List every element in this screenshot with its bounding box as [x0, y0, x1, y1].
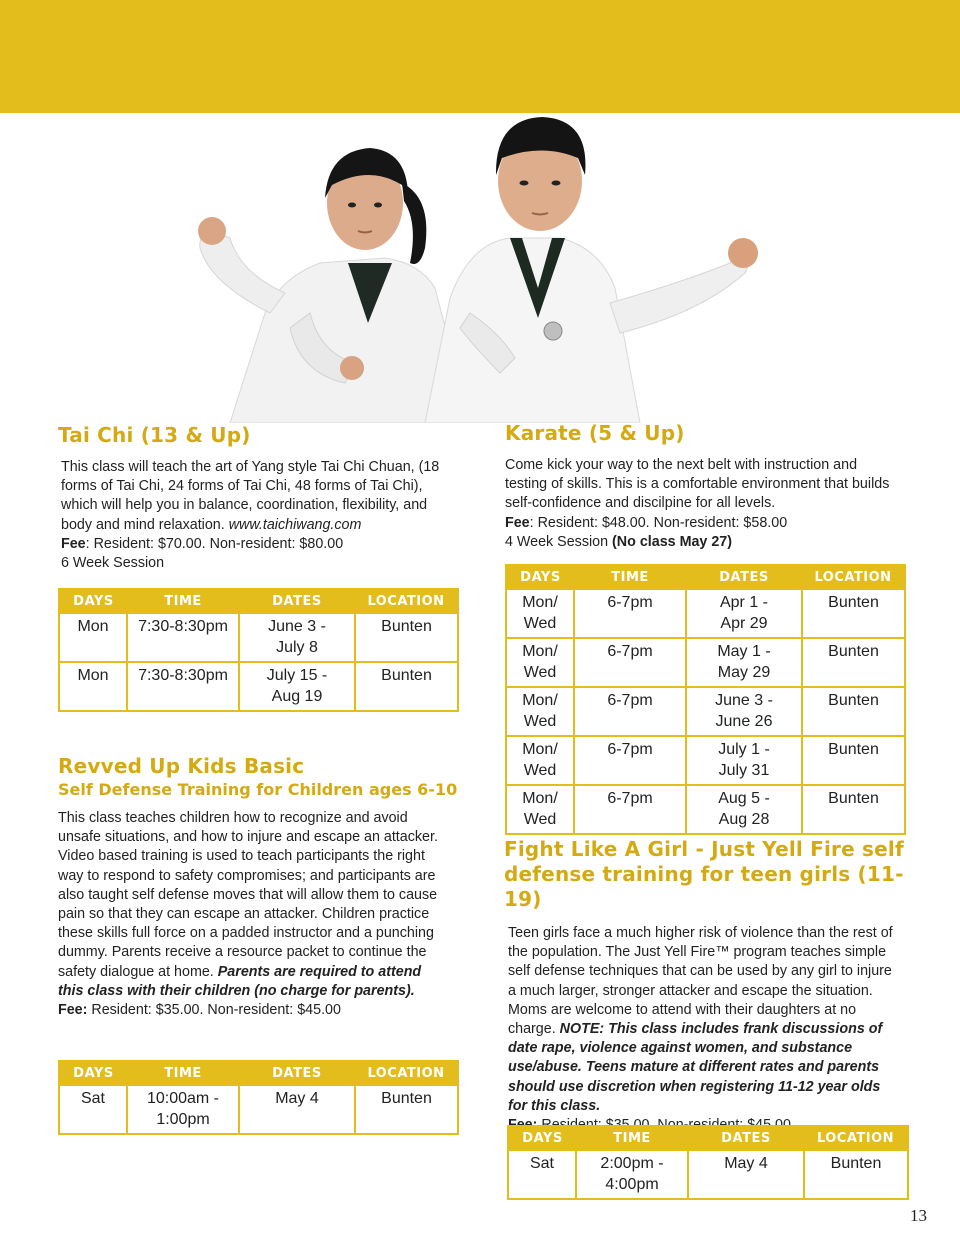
karate-desc: Come kick your way to the next belt with instruction and testing of skills. This is a comfortable environment that builds self-confidence and discilpine for all levels. [505, 457, 890, 512]
cell-location: Bunten [802, 785, 905, 834]
revved-desc: This class teaches children how to recognize and avoid unsafe situations, and how to injure and escape an attacker. Video based training is used to teach participants the right way to respond to safety compromises; and participants are also taught self defense moves that will allow them to cause pain so that they can escape an attacker. Children practice these skills full force on a padded instructor and a punching dummy. Parents receive a resource packet to continue the safety dialogue at home. [58, 810, 438, 980]
karate-fee-label: Fee [505, 514, 530, 531]
fight-schedule-table [507, 1125, 909, 1200]
fight-title-line2: defense training for teen girls (11-19) [504, 862, 904, 911]
tai-chi-desc: This class will teach the art of Yang style Tai Chi Chuan, (18 forms of Tai Chi, 24 forms of Tai Chi, 48 forms of Tai Chi), which will help you in balance, coordination, flexibility, and body and mind relaxation. [61, 459, 440, 533]
table-row [59, 1085, 458, 1134]
header-time: TIME [127, 1061, 239, 1085]
page-number: 13 [910, 1206, 927, 1225]
karate-session: 4 Week Session [505, 533, 613, 550]
header-location: LOCATION [802, 565, 905, 589]
revved-fee-label: Fee: [58, 1002, 88, 1019]
cell-dates: June 3 - June 26 [686, 687, 802, 736]
header-dates: DATES [686, 565, 802, 589]
cell-days: Mon/ Wed [506, 687, 574, 736]
table-header-row [506, 565, 905, 589]
cell-days: Sat [508, 1150, 576, 1199]
cell-dates: June 3 - July 8 [239, 613, 355, 662]
cell-location: Bunten [355, 1085, 458, 1134]
cell-dates: May 1 - May 29 [686, 638, 802, 687]
tai-chi-link[interactable]: www.taichiwang.com [228, 516, 362, 533]
karate-description [505, 456, 897, 552]
cell-days: Sat [59, 1085, 127, 1134]
header-days: DAYS [508, 1126, 576, 1150]
cell-days: Mon/ Wed [506, 736, 574, 785]
tai-chi-fee-label: Fee [61, 535, 86, 552]
header-location: LOCATION [355, 589, 458, 613]
tai-chi-schedule-table [58, 588, 459, 712]
table-row [59, 613, 458, 662]
cell-location: Bunten [802, 687, 905, 736]
table-row [506, 736, 905, 785]
cell-days: Mon/ Wed [506, 589, 574, 638]
tai-chi-section [58, 423, 458, 573]
header-days: DAYS [59, 589, 127, 613]
header-days: DAYS [59, 1061, 127, 1085]
header-location: LOCATION [355, 1061, 458, 1085]
fight-desc: Teen girls face a much higher risk of violence than the rest of the population. The Just Yell Fire™ program teaches simple self defense techniques that can be used by any girl to injure a much larger, stronger attacker and escape the situation. Moms are welcome to attend with their daughters at no charge. [508, 925, 893, 1038]
cell-time: 6-7pm [574, 785, 686, 834]
cell-location: Bunten [802, 589, 905, 638]
fight-emphasis: NOTE: This class includes frank discussions of date rape, violence against women, and substance use/abuse. Teens mature at different rates and parents should use discretion when registering 11-12 year olds for this class. [508, 1021, 883, 1114]
cell-days: Mon [59, 662, 127, 711]
header-band [0, 0, 960, 113]
revved-up-kids-section [58, 754, 458, 1020]
cell-dates: July 1 - July 31 [686, 736, 802, 785]
revved-schedule-table [58, 1060, 459, 1135]
cell-time: 7:30-8:30pm [127, 662, 239, 711]
cell-dates: May 4 [239, 1085, 355, 1134]
table-row [506, 687, 905, 736]
cell-location: Bunten [804, 1150, 908, 1199]
cell-dates: Aug 5 - Aug 28 [686, 785, 802, 834]
header-days: DAYS [506, 565, 574, 589]
tai-chi-description [58, 458, 451, 573]
header-time: TIME [127, 589, 239, 613]
cell-time: 6-7pm [574, 687, 686, 736]
header-time: TIME [574, 565, 686, 589]
header-dates: DATES [688, 1126, 804, 1150]
boy-figure [425, 117, 758, 423]
cell-days: Mon/ Wed [506, 638, 574, 687]
karate-session-note: (No class May 27) [612, 533, 733, 550]
cell-time: 2:00pm - 4:00pm [576, 1150, 688, 1199]
cell-location: Bunten [802, 736, 905, 785]
tai-chi-title: Tai Chi (13 & Up) [58, 423, 251, 447]
header-location: LOCATION [804, 1126, 908, 1150]
table-header-row [59, 1061, 458, 1085]
table-header-row [508, 1126, 908, 1150]
tai-chi-session: 6 Week Session [61, 555, 165, 572]
revved-subtitle: Self Defense Training for Children ages 6-10 [58, 780, 458, 799]
cell-days: Mon [59, 613, 127, 662]
karate-title: Karate (5 & Up) [505, 421, 685, 445]
cell-time: 7:30-8:30pm [127, 613, 239, 662]
table-row [506, 785, 905, 834]
table-row [508, 1150, 908, 1199]
cell-days: Mon/ Wed [506, 785, 574, 834]
header-dates: DATES [239, 1061, 355, 1085]
revved-title: Revved Up Kids Basic [58, 754, 305, 778]
girl-figure [198, 148, 470, 423]
karate-fee: : Resident: $48.00. Non-resident: $58.00 [529, 514, 788, 531]
fight-title-line1: Fight Like A Girl - Just Yell Fire self [504, 837, 904, 861]
header-time: TIME [576, 1126, 688, 1150]
fight-description [504, 924, 900, 1135]
karate-section [505, 421, 905, 552]
table-row [59, 662, 458, 711]
cell-location: Bunten [355, 662, 458, 711]
cell-location: Bunten [355, 613, 458, 662]
fight-like-a-girl-section [504, 837, 914, 1135]
cell-dates: May 4 [688, 1150, 804, 1199]
header-dates: DATES [239, 589, 355, 613]
cell-location: Bunten [802, 638, 905, 687]
cell-time: 6-7pm [574, 736, 686, 785]
cell-dates: Apr 1 - Apr 29 [686, 589, 802, 638]
cell-time: 6-7pm [574, 638, 686, 687]
revved-emphasis: Parents are required to attend this class with their children (no charge for parents). [58, 963, 422, 999]
karate-schedule-table [505, 564, 906, 835]
revved-description [58, 809, 450, 1020]
table-row [506, 638, 905, 687]
cell-dates: July 15 - Aug 19 [239, 662, 355, 711]
tai-chi-fee: : Resident: $70.00. Non-resident: $80.00 [85, 535, 344, 552]
kids-martial-arts-photo [170, 113, 790, 423]
table-row [506, 589, 905, 638]
cell-time: 6-7pm [574, 589, 686, 638]
table-header-row [59, 589, 458, 613]
cell-time: 10:00am - 1:00pm [127, 1085, 239, 1134]
revved-fee: Resident: $35.00. Non-resident: $45.00 [87, 1002, 341, 1019]
